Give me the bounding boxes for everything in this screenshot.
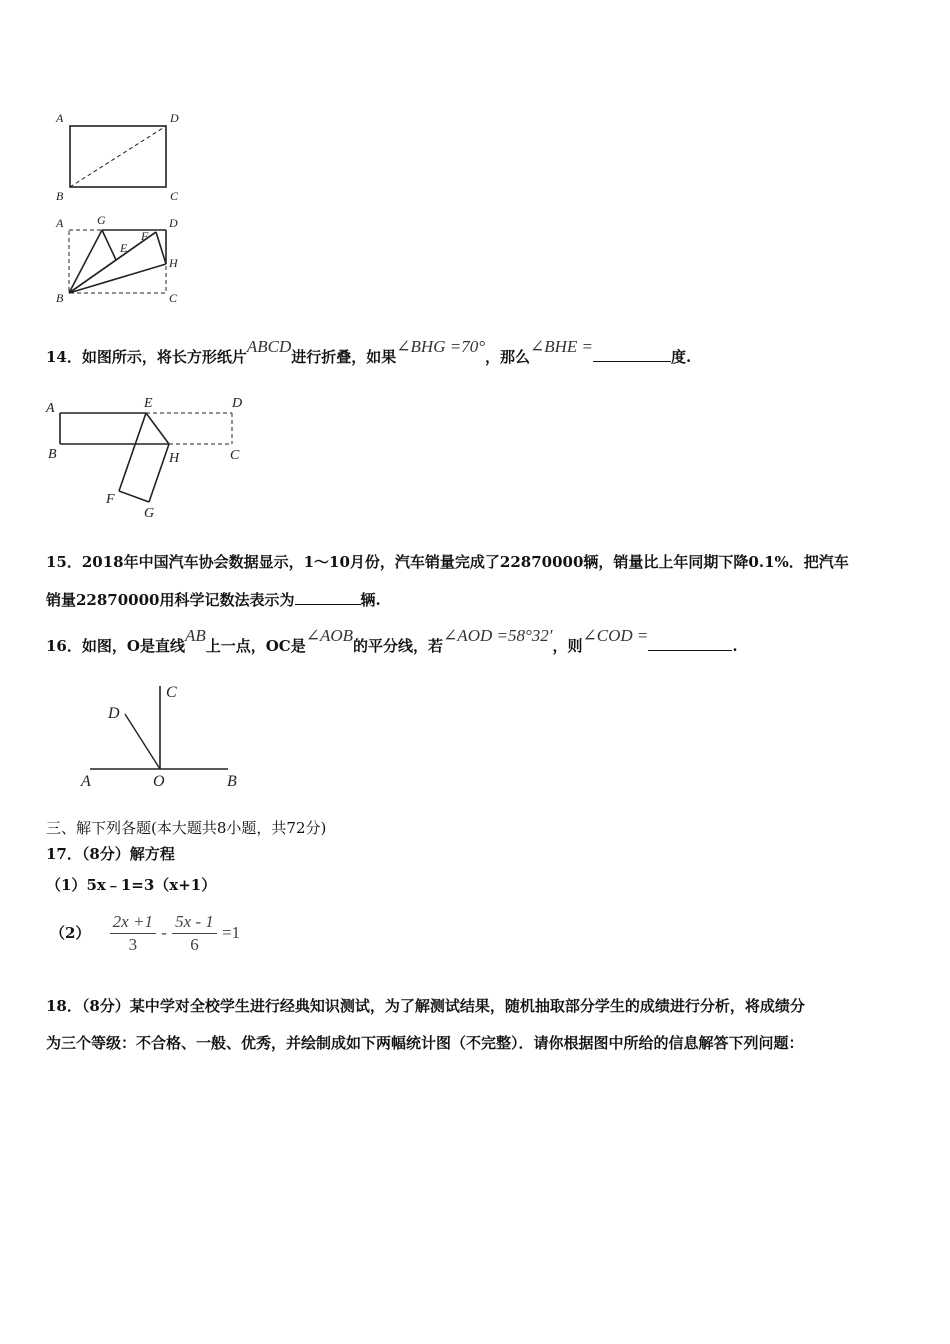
q16-math-aod: ∠AOD =58°32′ xyxy=(443,626,553,645)
q16-math-aob: ∠AOB xyxy=(305,626,354,645)
q14-math-bhg: ∠BHG =70° xyxy=(396,337,485,356)
question-14: 14．如图所示，将长方形纸片ABCD进行折叠，如果∠BHG =70°，那么∠BHE =度. xyxy=(46,337,692,366)
question-15-line-1: 15．2018年中国汽车协会数据显示，1～10月份，汽车销量完成了22870000辆，销量比上年同期下降0.1%．把汽车 xyxy=(46,553,849,571)
label-h: H xyxy=(169,256,178,270)
label-b: B xyxy=(56,189,64,203)
label-c: C xyxy=(230,448,240,463)
label-f: F xyxy=(141,229,149,243)
q18-number: 18． xyxy=(46,997,82,1015)
label-d: D xyxy=(169,216,178,230)
diagonal-bd xyxy=(70,126,166,187)
q14-answer-blank xyxy=(593,347,671,362)
q17-equation-1: 5x﹣1=3（x+1） xyxy=(86,876,217,894)
question-18-line-1: 18．（8分）某中学对全校学生进行经典知识测试，为了解测试结果，随机抽取部分学生的成绩进行分析，将成绩分 xyxy=(46,997,805,1015)
label-b: B xyxy=(56,291,64,305)
label-e: E xyxy=(144,396,153,411)
label-a: A xyxy=(81,773,91,790)
label-b: B xyxy=(227,773,237,790)
fig13-rectangle-figure xyxy=(50,108,190,212)
label-o: O xyxy=(153,773,165,790)
section-3-title: 三、解下列各题(本大题共8小题，共72分) xyxy=(46,819,327,837)
label-a: A xyxy=(56,216,64,230)
question-17-title: 17．（8分）解方程 xyxy=(46,845,175,863)
label-d: D xyxy=(108,705,120,722)
label-c: C xyxy=(166,684,177,701)
label-e: E xyxy=(120,241,128,255)
q16-number: 16． xyxy=(46,637,82,655)
q14-number: 14． xyxy=(46,348,82,366)
question-15-line-2: 销量22870000用科学记数法表示为 辆. xyxy=(46,591,381,609)
label-c: C xyxy=(169,291,178,305)
q15-number: 15． xyxy=(46,553,82,571)
fig13-folded-figure xyxy=(50,210,200,314)
label-d: D xyxy=(232,396,243,411)
question-18-line-2: 为三个等级：不合格、一般、优秀，并绘制成如下两幅统计图（不完整）．请你根据图中所给的信息解答下列问题： xyxy=(46,1034,804,1052)
label-a: A xyxy=(46,401,55,416)
fig16-angle-figure xyxy=(78,680,248,796)
label-h: H xyxy=(169,451,180,466)
label-g: G xyxy=(97,213,106,227)
label-b: B xyxy=(48,447,57,462)
label-a: A xyxy=(56,111,64,125)
label-d: D xyxy=(170,111,179,125)
q17-number: 17． xyxy=(46,845,82,863)
fraction-2: $\frac{5x - 1}{6}$ xyxy=(172,911,217,956)
minus-sign: - xyxy=(161,923,167,942)
q14-math-bhe: ∠BHE = xyxy=(530,337,594,356)
equation-rhs: =1 xyxy=(222,923,241,942)
label-g: G xyxy=(144,506,155,521)
q16-math-cod: ∠COD = xyxy=(582,626,649,645)
q14-math-abcd: ABCD xyxy=(246,337,292,356)
q17-part-2: （2） $\frac{2x +1}{3}$ - $\frac{5x - 1}{6}$ =1 xyxy=(50,908,240,957)
q17-part-1: （1）5x﹣1=3（x+1） xyxy=(46,876,217,894)
q15-answer-blank xyxy=(295,590,361,605)
q16-answer-blank xyxy=(648,636,732,651)
question-16: 16．如图，O是直线AB上一点，OC是∠AOB的平分线，若∠AOD =58°32′，则∠COD =. xyxy=(46,626,738,655)
label-f: F xyxy=(106,492,115,507)
label-c: C xyxy=(170,189,179,203)
fraction-1: $\frac{2x +1}{3}$ xyxy=(110,911,156,956)
q16-math-ab: AB xyxy=(184,626,206,645)
fig14-fold-figure xyxy=(44,392,254,528)
